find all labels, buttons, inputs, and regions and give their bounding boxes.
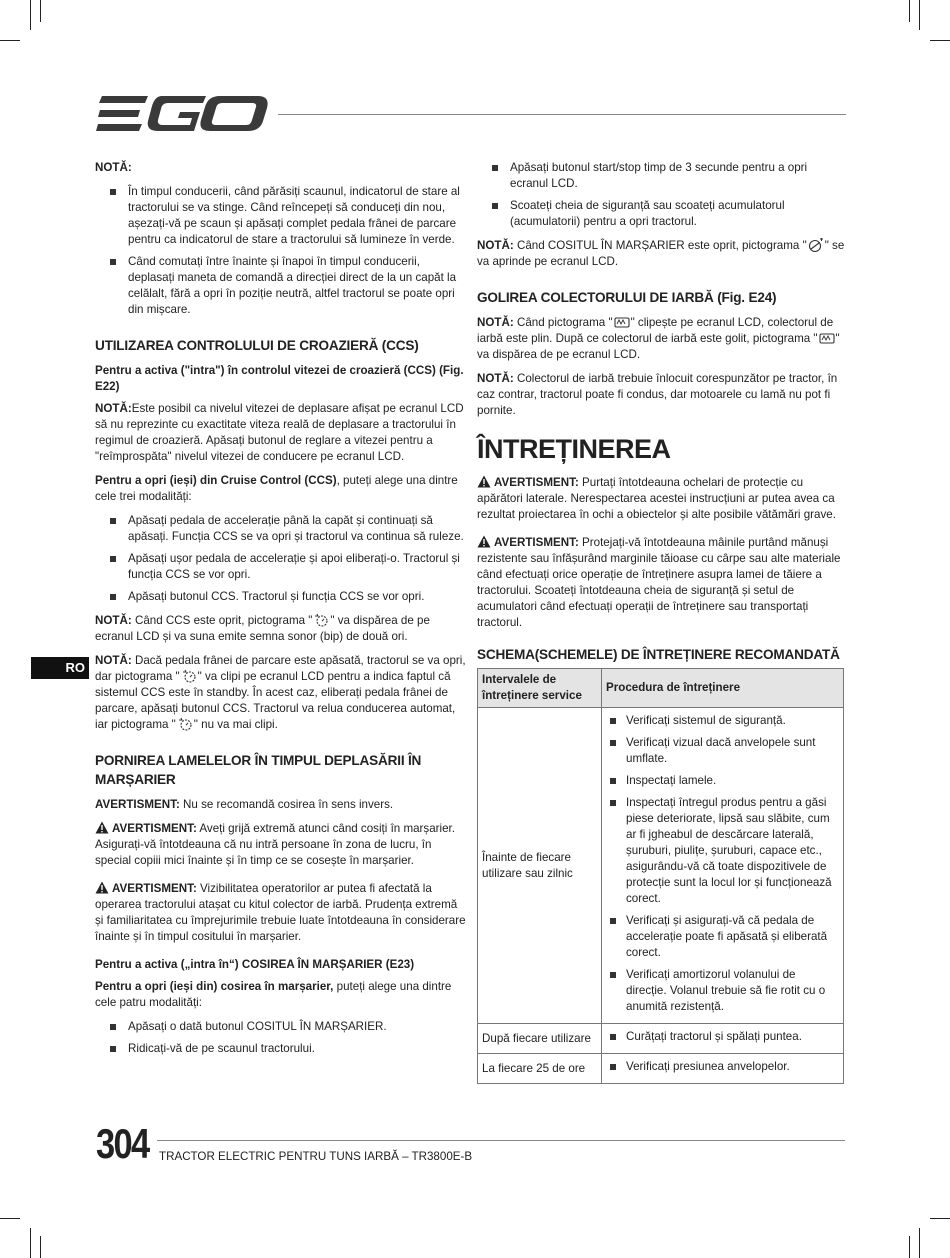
reverse-stop-list-cont	[477, 160, 845, 230]
note-text: " nu va mai clipi.	[193, 718, 278, 731]
list-item: Apăsați butonul start/stop timp de 3 secunde pentru a opri ecranul LCD.	[477, 160, 845, 192]
interval-cell: La fiecare 25 de ore	[478, 1054, 602, 1084]
list-item: Verificați amortizorul volanului de direcție. Volanul trebuie să fie rotit cu o anumită rezistență.	[602, 967, 839, 1015]
list-item: Apăsați pedala de accelerație până la capăt și continuați să apăsați. Funcția CCS se va opri și tractorul va continua să ruleze.	[95, 513, 467, 545]
procedure-list	[602, 1029, 839, 1045]
table-row	[478, 708, 844, 1024]
crop-mark	[930, 40, 950, 41]
note-text: " clipește pe ecranul LCD, colectorul de iarbă este plin. După ce colectorul de iarbă este golit, pictograma "	[477, 316, 834, 345]
note-text: Colectorul de iarbă trebuie înlocuit corespunzător pe tractor, în caz contrar, tractorul poate fi condus, dar motoarele cu lamă nu pot fi pornite.	[477, 372, 838, 417]
list-item: Verificați presiunea anvelopelor.	[602, 1059, 839, 1075]
procedure-cell	[602, 708, 844, 1024]
note-label: NOTĂ:	[95, 654, 132, 667]
procedure-cell	[602, 1054, 844, 1084]
cruise-control-icon	[180, 669, 198, 683]
note-text: Când pictograma "	[513, 316, 613, 329]
warning-text: Nu se recomandă cosirea în sens invers.	[179, 798, 394, 811]
reverse-off-note	[477, 238, 845, 270]
warning-label: AVERTISMENT:	[112, 822, 197, 835]
note-label: NOTĂ:	[95, 161, 132, 174]
crop-mark	[30, 1228, 31, 1258]
page-number: 304	[96, 1120, 149, 1167]
list-item: Apăsați o dată butonul COSITUL ÎN MARȘARIER.	[95, 1019, 467, 1035]
bold-text: Pentru a opri (ieși din) cosirea în marșarier,	[95, 980, 334, 993]
warning-label: AVERTISMENT:	[95, 798, 180, 811]
warning-text: Purtați întotdeauna ochelari de protecție cu apărători laterale. Nerespectarea acestei instrucțiuni ar putea avea ca rezultat proiectarea în ochi a obiectelor și alte posibile vătămări grave.	[477, 476, 836, 521]
table-row	[478, 1054, 844, 1084]
reverse-mowing-icon	[807, 238, 825, 252]
warning-label: AVERTISMENT:	[494, 536, 579, 549]
note-label: NOTĂ:	[95, 614, 132, 627]
body-text: puteți alege una dintre cele patru modalități:	[95, 980, 452, 1009]
warning-label: AVERTISMENT:	[112, 882, 197, 895]
list-item: Curățați tractorul și spălați puntea.	[602, 1029, 839, 1045]
reverse-stop-intro	[95, 979, 467, 1011]
grass-bag-icon	[818, 331, 836, 345]
crop-mark	[30, 0, 31, 30]
crop-mark	[0, 40, 20, 41]
reverse-warning	[95, 821, 467, 869]
cruise-control-icon	[312, 613, 330, 627]
list-item: Când comutați între înainte și înapoi în timpul conducerii, deplasați maneta de comandă a direcției direct de la un capăt la celălalt, fără a opri în poziție neutră, altfel tractorul se poate opri din mișcare.	[95, 254, 467, 318]
note-label: NOTĂ:	[95, 402, 132, 415]
note-text: Când COSITUL ÎN MARȘARIER este oprit, pictograma "	[513, 239, 807, 252]
note-text: " va clipi pe ecranul LCD pentru a indica faptul că sistemul CCS este în standby. În acest caz, eliberați pedala frânei de parcare, apăsați butonul CCS. Tractorul va relua conducerea automat, iar pictograma "	[95, 670, 456, 731]
maintenance-warning	[477, 535, 845, 631]
warning-triangle-icon	[95, 881, 109, 894]
interval-cell: După fiecare utilizare	[478, 1024, 602, 1054]
crop-mark	[930, 1218, 950, 1219]
footer-rule	[157, 1140, 845, 1141]
reverse-warning	[95, 797, 467, 813]
procedure-list	[602, 1059, 839, 1075]
note-text: Dacă pedala frânei de parcare este apăsată, tractorul se va opri, dar pictograma "	[95, 654, 466, 683]
reverse-stop-list	[95, 1019, 467, 1057]
grass-bag-icon	[613, 315, 631, 329]
crop-mark	[40, 0, 41, 22]
list-item: Inspectați întregul produs pentru a găsi piese deteriorate, lipsă sau slăbite, cum ar fi jgheabul de descărcare laterală, șuruburi, piulițe, șuruburi, capace etc., asigurându-vă că toate dispozitivele de protecție sunt la locul lor și funcționează corect.	[602, 795, 839, 907]
right-column	[477, 160, 845, 1084]
maintenance-table	[477, 668, 844, 1084]
note-text: " se va aprinde pe ecranul LCD.	[477, 239, 845, 268]
empty-collector-note	[477, 371, 845, 419]
warning-text: Aveți grijă extremă atunci când cosiți în marșarier. Asigurați-vă întotdeauna că nu intră persoane în zona de lucru, în special copiii mici înainte și în timp ce se cosește în marșarier.	[95, 822, 455, 867]
table-header-row	[478, 669, 844, 708]
procedure-cell	[602, 1024, 844, 1054]
warning-triangle-icon	[95, 821, 109, 834]
reverse-warning	[95, 881, 467, 945]
list-item: Verificați sistemul de siguranță.	[602, 713, 839, 729]
maintenance-warning	[477, 475, 845, 523]
note-label: NOTĂ:	[477, 316, 514, 329]
interval-cell: Înainte de fiecare utilizare sau zilnic	[478, 708, 602, 1024]
warning-text: Protejați-vă întotdeauna mâinile purtând mănuși rezistente sau înfășurând marginile tăioase cu cârpe sau alte materiale când efectuați orice operație de întreținere asupra lamei de tăiere a tractorului. Scoateți întotdeauna cheia de siguranță și setul de acumulatori când efectuați operații de întreținere sau transportați tractorul.	[477, 536, 841, 629]
schedule-heading: SCHEMA(SCHEMELE) DE ÎNTREȚINERE RECOMANDATĂ	[477, 647, 840, 662]
note-text: Când CCS este oprit, pictograma "	[131, 614, 313, 627]
left-column	[95, 160, 467, 1065]
column-header: Intervalele de întreținere service	[478, 669, 602, 708]
note-text: " va dispărea de pe ecranul LCD și va suna emite semna sonor (bip) de două ori.	[95, 614, 430, 643]
reverse-heading: PORNIREA LAMELELOR ÎN TIMPUL DEPLASĂRII ÎN MARȘARIER	[95, 753, 422, 787]
bold-text: Pentru a opri (ieși) din Cruise Control (CCS)	[95, 474, 337, 487]
cruise-control-icon	[176, 717, 194, 731]
note-label: NOTĂ:	[477, 239, 514, 252]
warning-label: AVERTISMENT:	[494, 476, 579, 489]
ccs-heading: UTILIZAREA CONTROLULUI DE CROAZIERĂ (CCS)	[95, 338, 419, 353]
footer-title: TRACTOR ELECTRIC PENTRU TUNS IARBĂ – TR3800E-B	[159, 1150, 473, 1163]
crop-mark	[40, 1236, 41, 1258]
list-item: Scoateți cheia de siguranță sau scoateți acumulatorul (acumulatorii) pentru a opri tractorul.	[477, 198, 845, 230]
note-list	[95, 184, 467, 318]
maintenance-title: ÎNTREȚINEREA	[477, 434, 671, 464]
ccs-subheading: Pentru a activa ("intra") în controlul vitezei de croazieră (CCS) (Fig. E22)	[95, 364, 464, 393]
crop-mark	[0, 1218, 20, 1219]
empty-collector-heading: GOLIREA COLECTORULUI DE IARBĂ (Fig. E24)	[477, 290, 777, 305]
warning-triangle-icon	[477, 535, 491, 548]
crop-mark	[909, 0, 910, 22]
empty-collector-note	[477, 315, 845, 363]
list-item: Apăsați ușor pedala de accelerație și apoi eliberați-o. Tractorul și funcția CCS se vor opri.	[95, 551, 467, 583]
header-rule	[278, 114, 846, 115]
warning-triangle-icon	[477, 475, 491, 488]
list-item: Verificați și asigurați-vă că pedala de accelerație poate fi apăsată și eliberată corect.	[602, 913, 839, 961]
crop-mark	[909, 1236, 910, 1258]
list-item: Ridicați-vă de pe scaunul tractorului.	[95, 1041, 467, 1057]
body-text: , puteți alege una dintre cele trei modalități:	[95, 474, 458, 503]
note-text: " va dispărea de pe ecranul LCD.	[477, 332, 840, 361]
column-header: Procedura de întreținere	[602, 669, 844, 708]
list-item: Apăsați butonul CCS. Tractorul și funcția CCS se vor opri.	[95, 589, 467, 605]
list-item: Inspectați lamele.	[602, 773, 839, 789]
brake-note	[95, 653, 467, 733]
warning-text: Vizibilitatea operatorilor ar putea fi afectată la operarea tractorului atașat cu kitul colector de iarbă. Prudența extremă și familiaritatea cu împrejurimile trebuie luate întotdeauna în considerare înainte și în timpul cositului în marșarier.	[95, 882, 466, 943]
list-item: În timpul conducerii, când părăsiți scaunul, indicatorul de stare al tractorului se va stinge. Când reîncepeți să conduceți din nou, așezați-vă pe scaun și apăsați complet pedala frânei de parcare pentru ca indicatorul de stare a tractorului să lumineze în verde.	[95, 184, 467, 248]
ccs-off-note	[95, 613, 467, 645]
note-text: Este posibil ca nivelul vitezei de deplasare afișat pe ecranul LCD să nu reprezinte cu exactitate viteza reală de deplasare a tractorului în regimul de croazieră. Apăsați butonul de reglare a vitezei pentru a "reîmprospăta" nivelul vitezei de conducere pe ecranul LCD.	[95, 402, 464, 463]
note-label: NOTĂ:	[477, 372, 514, 385]
table-row	[478, 1024, 844, 1054]
ccs-note	[95, 401, 467, 465]
ccs-stop-list	[95, 513, 467, 605]
ego-logo	[96, 94, 268, 134]
language-tab: RO	[31, 657, 89, 679]
procedure-list	[602, 713, 839, 1015]
crop-mark	[919, 0, 920, 30]
crop-mark	[919, 1228, 920, 1258]
ccs-stop-intro	[95, 473, 467, 505]
list-item: Verificați vizual dacă anvelopele sunt umflate.	[602, 735, 839, 767]
reverse-subheading: Pentru a activa („intra în“) COSIREA ÎN MARȘARIER (E23)	[95, 958, 415, 971]
